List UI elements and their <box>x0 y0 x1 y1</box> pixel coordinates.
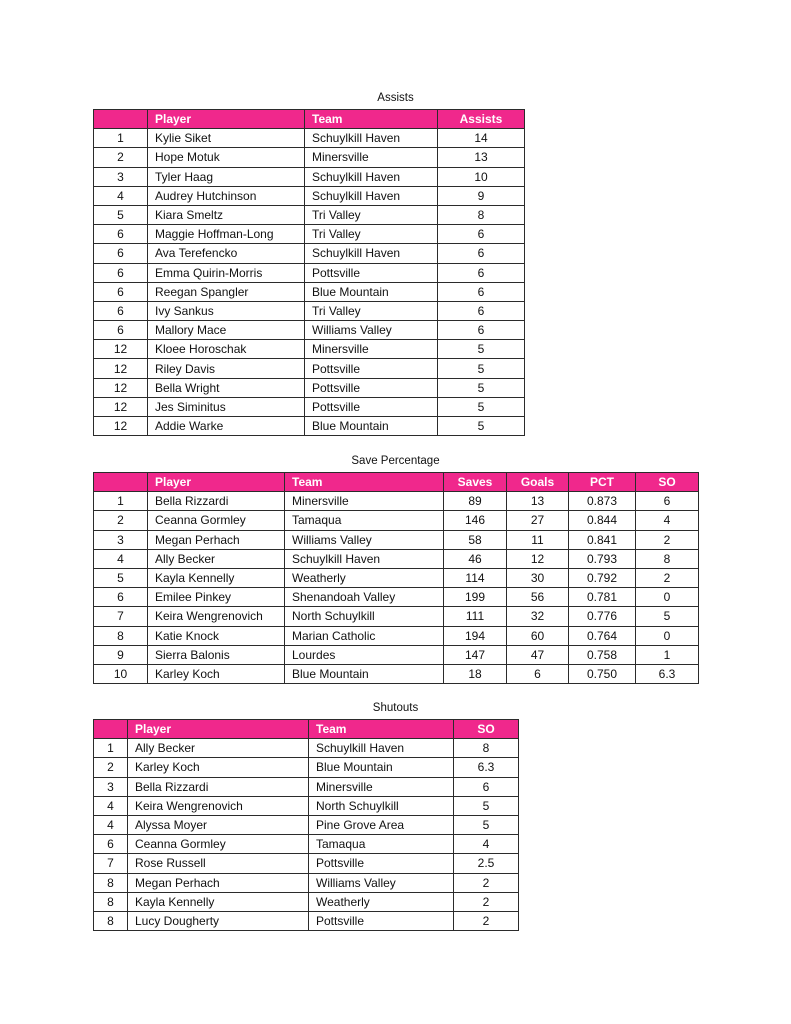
table-cell: Weatherly <box>309 892 454 911</box>
table-cell: Blue Mountain <box>305 282 438 301</box>
rank-cell: 1 <box>94 129 148 148</box>
table-header-row <box>94 720 519 739</box>
rank-cell: 8 <box>94 626 148 645</box>
table-cell: North Schuylkill <box>285 607 444 626</box>
rank-cell: 12 <box>94 397 148 416</box>
rank-cell: 3 <box>94 167 148 186</box>
table-row <box>94 645 699 664</box>
table-row <box>94 340 525 359</box>
table-row <box>94 588 699 607</box>
table-cell: Ceanna Gormley <box>148 511 285 530</box>
table-cell: 12 <box>507 549 569 568</box>
table-cell: 0.781 <box>569 588 636 607</box>
table-cell: Keira Wengrenovich <box>128 796 309 815</box>
table-cell: 199 <box>444 588 507 607</box>
table-cell: 6 <box>454 777 519 796</box>
table-cell: 2 <box>636 530 699 549</box>
table-cell: Hope Motuk <box>148 148 305 167</box>
table-cell: 5 <box>636 607 699 626</box>
table-cell: Tamaqua <box>285 511 444 530</box>
table-cell: 2 <box>454 873 519 892</box>
rank-cell: 12 <box>94 359 148 378</box>
column-header: Team <box>305 110 438 129</box>
rank-cell: 12 <box>94 417 148 436</box>
table-cell: Pottsville <box>305 263 438 282</box>
table-cell: Audrey Hutchinson <box>148 186 305 205</box>
assists-title: Assists <box>377 92 414 104</box>
table-cell: 11 <box>507 530 569 549</box>
column-header: SO <box>636 473 699 492</box>
save-percentage-table <box>93 472 699 684</box>
table-cell: Katie Knock <box>148 626 285 645</box>
table-cell: 114 <box>444 568 507 587</box>
table-row <box>94 321 525 340</box>
table-cell: 4 <box>636 511 699 530</box>
table-cell: 0.758 <box>569 645 636 664</box>
table-cell: 2 <box>454 911 519 930</box>
rank-cell: 1 <box>94 739 128 758</box>
table-cell: Weatherly <box>285 568 444 587</box>
rank-cell: 7 <box>94 607 148 626</box>
table-cell: Shenandoah Valley <box>285 588 444 607</box>
table-cell: Ally Becker <box>128 739 309 758</box>
table-row <box>94 205 525 224</box>
table-cell: Tyler Haag <box>148 167 305 186</box>
rank-cell: 12 <box>94 378 148 397</box>
column-header: PCT <box>569 473 636 492</box>
table-row <box>94 892 519 911</box>
table-cell: Rose Russell <box>128 854 309 873</box>
table-row <box>94 263 525 282</box>
table-cell: 0.841 <box>569 530 636 549</box>
table-cell: 6 <box>438 263 525 282</box>
table-row <box>94 167 525 186</box>
table-cell: 6.3 <box>636 664 699 683</box>
table-cell: 5 <box>454 796 519 815</box>
table-cell: Schuylkill Haven <box>305 129 438 148</box>
rank-cell: 8 <box>94 911 128 930</box>
table-cell: 5 <box>438 417 525 436</box>
table-cell: Ceanna Gormley <box>128 835 309 854</box>
table-cell: 111 <box>444 607 507 626</box>
table-cell: Marian Catholic <box>285 626 444 645</box>
table-cell: 0.764 <box>569 626 636 645</box>
table-cell: 0.750 <box>569 664 636 683</box>
rank-cell: 12 <box>94 340 148 359</box>
table-row <box>94 530 699 549</box>
table-row <box>94 626 699 645</box>
column-header: Team <box>309 720 454 739</box>
rank-cell: 2 <box>94 511 148 530</box>
table-row <box>94 815 519 834</box>
rank-cell: 3 <box>94 530 148 549</box>
table-row <box>94 511 699 530</box>
table-cell: 194 <box>444 626 507 645</box>
table-cell: 6 <box>438 244 525 263</box>
table-cell: Pottsville <box>305 378 438 397</box>
table-cell: North Schuylkill <box>309 796 454 815</box>
table-cell: Emma Quirin-Morris <box>148 263 305 282</box>
table-cell: Kloee Horoschak <box>148 340 305 359</box>
rank-cell: 6 <box>94 263 148 282</box>
table-cell: Tri Valley <box>305 205 438 224</box>
table-row <box>94 607 699 626</box>
table-cell: Addie Warke <box>148 417 305 436</box>
table-cell: 6 <box>438 321 525 340</box>
table-cell: Blue Mountain <box>309 758 454 777</box>
table-cell: 32 <box>507 607 569 626</box>
table-row <box>94 854 519 873</box>
table-row <box>94 664 699 683</box>
save-percentage-title: Save Percentage <box>351 455 440 467</box>
table-cell: 8 <box>636 549 699 568</box>
rank-cell: 2 <box>94 148 148 167</box>
table-cell: 9 <box>438 186 525 205</box>
table-row <box>94 244 525 263</box>
table-cell: 6.3 <box>454 758 519 777</box>
column-header: Player <box>128 720 309 739</box>
table-cell: 6 <box>438 301 525 320</box>
rank-cell: 6 <box>94 835 128 854</box>
rank-cell: 6 <box>94 225 148 244</box>
table-cell: Mallory Mace <box>148 321 305 340</box>
table-cell: Alyssa Moyer <box>128 815 309 834</box>
rank-cell: 1 <box>94 492 148 511</box>
table-cell: Tri Valley <box>305 301 438 320</box>
table-row <box>94 758 519 777</box>
table-cell: Bella Rizzardi <box>128 777 309 796</box>
table-cell: Pottsville <box>305 359 438 378</box>
table-cell: 14 <box>438 129 525 148</box>
rank-cell: 3 <box>94 777 128 796</box>
rank-cell: 4 <box>94 796 128 815</box>
table-row <box>94 911 519 930</box>
column-header: Saves <box>444 473 507 492</box>
table-cell: 10 <box>438 167 525 186</box>
table-cell: 0 <box>636 626 699 645</box>
table-cell: 0 <box>636 588 699 607</box>
table-row <box>94 148 525 167</box>
table-cell: Megan Perhach <box>148 530 285 549</box>
rank-cell: 4 <box>94 815 128 834</box>
table-cell: Williams Valley <box>285 530 444 549</box>
table-cell: Schuylkill Haven <box>309 739 454 758</box>
table-cell: Schuylkill Haven <box>305 244 438 263</box>
table-cell: Pottsville <box>309 854 454 873</box>
table-cell: 5 <box>438 397 525 416</box>
table-row <box>94 129 525 148</box>
table-cell: Minersville <box>285 492 444 511</box>
table-cell: 0.844 <box>569 511 636 530</box>
table-header-row <box>94 473 699 492</box>
table-cell: Lourdes <box>285 645 444 664</box>
table-cell: 0.873 <box>569 492 636 511</box>
table-cell: 2.5 <box>454 854 519 873</box>
column-header: Assists <box>438 110 525 129</box>
table-cell: 60 <box>507 626 569 645</box>
rank-cell: 6 <box>94 321 148 340</box>
rank-cell: 6 <box>94 588 148 607</box>
table-cell: 2 <box>454 892 519 911</box>
shutouts-title: Shutouts <box>372 702 419 714</box>
table-row <box>94 225 525 244</box>
table-cell: 1 <box>636 645 699 664</box>
table-cell: Pottsville <box>305 397 438 416</box>
rank-cell: 6 <box>94 282 148 301</box>
rank-cell: 4 <box>94 549 148 568</box>
column-header <box>94 110 148 129</box>
table-cell: Ally Becker <box>148 549 285 568</box>
table-cell: Schuylkill Haven <box>305 167 438 186</box>
table-cell: Kylie Siket <box>148 129 305 148</box>
table-cell: 5 <box>438 359 525 378</box>
table-cell: Schuylkill Haven <box>285 549 444 568</box>
table-row <box>94 568 699 587</box>
table-cell: 8 <box>438 205 525 224</box>
table-row <box>94 549 699 568</box>
table-cell: Blue Mountain <box>285 664 444 683</box>
table-row <box>94 873 519 892</box>
table-cell: 18 <box>444 664 507 683</box>
table-cell: Kayla Kennelly <box>148 568 285 587</box>
column-header: Player <box>148 110 305 129</box>
table-cell: Pine Grove Area <box>309 815 454 834</box>
table-row <box>94 835 519 854</box>
table-cell: Riley Davis <box>148 359 305 378</box>
table-cell: 30 <box>507 568 569 587</box>
rank-cell: 8 <box>94 892 128 911</box>
table-cell: 5 <box>454 815 519 834</box>
table-row <box>94 492 699 511</box>
table-cell: 4 <box>454 835 519 854</box>
table-cell: Maggie Hoffman-Long <box>148 225 305 244</box>
table-cell: Blue Mountain <box>305 417 438 436</box>
table-cell: Lucy Dougherty <box>128 911 309 930</box>
table-row <box>94 739 519 758</box>
rank-cell: 6 <box>94 301 148 320</box>
table-cell: Schuylkill Haven <box>305 186 438 205</box>
table-cell: Megan Perhach <box>128 873 309 892</box>
table-cell: 6 <box>438 282 525 301</box>
table-cell: 56 <box>507 588 569 607</box>
table-cell: Tri Valley <box>305 225 438 244</box>
table-cell: Kayla Kennelly <box>128 892 309 911</box>
table-cell: 0.792 <box>569 568 636 587</box>
table-row <box>94 777 519 796</box>
table-cell: Keira Wengrenovich <box>148 607 285 626</box>
table-cell: Minersville <box>309 777 454 796</box>
rank-cell: 4 <box>94 186 148 205</box>
rank-cell: 7 <box>94 854 128 873</box>
table-header-row <box>94 110 525 129</box>
table-cell: Kiara Smeltz <box>148 205 305 224</box>
table-cell: 47 <box>507 645 569 664</box>
rank-cell: 6 <box>94 244 148 263</box>
table-cell: 13 <box>438 148 525 167</box>
table-cell: Ivy Sankus <box>148 301 305 320</box>
table-cell: Emilee Pinkey <box>148 588 285 607</box>
rank-cell: 9 <box>94 645 148 664</box>
table-cell: 89 <box>444 492 507 511</box>
table-cell: Bella Rizzardi <box>148 492 285 511</box>
table-cell: 46 <box>444 549 507 568</box>
table-cell: Karley Koch <box>128 758 309 777</box>
table-row <box>94 417 525 436</box>
table-row <box>94 186 525 205</box>
table-cell: Karley Koch <box>148 664 285 683</box>
table-cell: Reegan Spangler <box>148 282 305 301</box>
table-cell: Bella Wright <box>148 378 305 397</box>
table-cell: Williams Valley <box>305 321 438 340</box>
column-header: Team <box>285 473 444 492</box>
table-row <box>94 282 525 301</box>
table-cell: 0.793 <box>569 549 636 568</box>
table-cell: 27 <box>507 511 569 530</box>
table-cell: Minersville <box>305 340 438 359</box>
table-cell: 58 <box>444 530 507 549</box>
table-cell: Minersville <box>305 148 438 167</box>
table-row <box>94 301 525 320</box>
table-cell: 6 <box>636 492 699 511</box>
table-cell: Williams Valley <box>309 873 454 892</box>
table-row <box>94 359 525 378</box>
column-header: Goals <box>507 473 569 492</box>
table-cell: 2 <box>636 568 699 587</box>
table-cell: 6 <box>507 664 569 683</box>
rank-cell: 5 <box>94 568 148 587</box>
table-cell: 146 <box>444 511 507 530</box>
table-cell: Tamaqua <box>309 835 454 854</box>
rank-cell: 10 <box>94 664 148 683</box>
table-cell: Pottsville <box>309 911 454 930</box>
rank-cell: 5 <box>94 205 148 224</box>
table-cell: Ava Terefencko <box>148 244 305 263</box>
table-cell: 5 <box>438 340 525 359</box>
table-row <box>94 378 525 397</box>
table-cell: Sierra Balonis <box>148 645 285 664</box>
table-cell: 147 <box>444 645 507 664</box>
column-header <box>94 720 128 739</box>
table-cell: 5 <box>438 378 525 397</box>
column-header: SO <box>454 720 519 739</box>
column-header: Player <box>148 473 285 492</box>
table-cell: 0.776 <box>569 607 636 626</box>
table-cell: 8 <box>454 739 519 758</box>
table-cell: 6 <box>438 225 525 244</box>
rank-cell: 2 <box>94 758 128 777</box>
table-cell: Jes Siminitus <box>148 397 305 416</box>
rank-cell: 8 <box>94 873 128 892</box>
column-header <box>94 473 148 492</box>
table-row <box>94 397 525 416</box>
table-cell: 13 <box>507 492 569 511</box>
assists-table <box>93 109 525 436</box>
shutouts-table <box>93 719 519 931</box>
table-row <box>94 796 519 815</box>
